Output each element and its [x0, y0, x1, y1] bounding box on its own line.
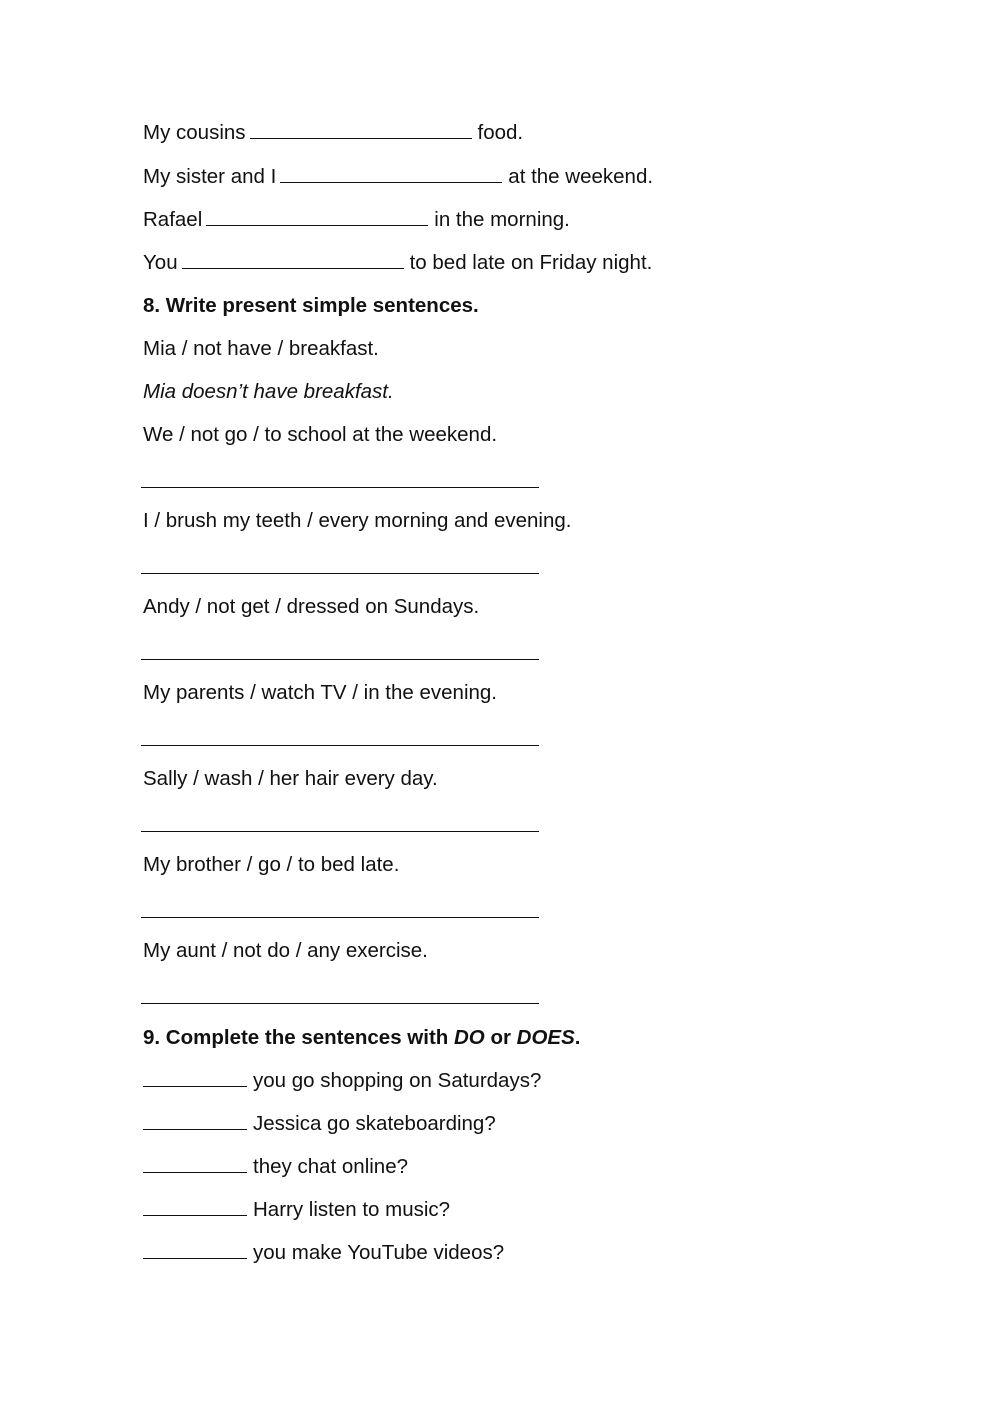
ex7-item-4 — [143, 251, 652, 275]
ex8-prompt-1: We / not go / to school at the weekend. — [143, 423, 498, 446]
ex7-item-4-after: to bed late on Friday night. — [409, 251, 653, 274]
ex7-item-3-before: Rafael — [143, 208, 203, 231]
ex8-answer-line-1[interactable] — [141, 487, 539, 488]
ex8-prompt-5: Sally / wash / her hair every day. — [143, 767, 438, 790]
ex9-item-2-text: Jessica go skateboarding? — [253, 1112, 496, 1135]
ex9-heading-do: DO — [454, 1026, 485, 1049]
ex8-example-answer: Mia doesn’t have breakfast. — [143, 380, 394, 403]
answer-blank[interactable] — [143, 1155, 247, 1173]
ex9-item-2 — [143, 1112, 496, 1136]
ex7-item-3-after: in the morning. — [434, 208, 570, 231]
ex9-heading — [143, 1026, 580, 1050]
ex7-item-2 — [143, 165, 653, 189]
answer-blank[interactable] — [182, 251, 404, 269]
ex9-item-5-text: you make YouTube videos? — [253, 1241, 505, 1264]
answer-blank[interactable] — [250, 121, 472, 139]
ex7-item-1-before: My cousins — [143, 121, 246, 144]
ex9-heading-prefix: 9. Complete the sentences with — [143, 1026, 454, 1049]
ex7-item-3 — [143, 208, 570, 232]
ex9-heading-end: . — [574, 1026, 581, 1049]
ex9-heading-or: or — [484, 1026, 517, 1049]
ex8-prompt-7: My aunt / not do / any exercise. — [143, 939, 428, 962]
ex9-item-5 — [143, 1241, 504, 1265]
ex8-answer-line-7[interactable] — [141, 1003, 539, 1004]
ex9-item-4 — [143, 1198, 450, 1222]
ex9-item-3 — [143, 1155, 408, 1179]
ex8-heading: 8. Write present simple sentences. — [143, 294, 479, 317]
ex8-prompt-4: My parents / watch TV / in the evening. — [143, 681, 497, 704]
ex9-item-3-text: they chat online? — [253, 1155, 409, 1178]
ex8-prompt-6: My brother / go / to bed late. — [143, 853, 400, 876]
ex8-prompt-2: I / brush my teeth / every morning and evening. — [143, 509, 572, 532]
ex7-item-1-after: food. — [477, 121, 524, 144]
ex7-item-2-before: My sister and I — [143, 165, 277, 188]
ex9-item-4-text: Harry listen to music? — [253, 1198, 451, 1221]
answer-blank[interactable] — [143, 1069, 247, 1087]
ex8-answer-line-5[interactable] — [141, 831, 539, 832]
ex8-answer-line-3[interactable] — [141, 659, 539, 660]
answer-blank[interactable] — [143, 1241, 247, 1259]
answer-blank[interactable] — [280, 165, 502, 183]
ex8-answer-line-6[interactable] — [141, 917, 539, 918]
ex8-example-prompt: Mia / not have / breakfast. — [143, 337, 379, 360]
ex7-item-2-after: at the weekend. — [508, 165, 654, 188]
ex9-item-1 — [143, 1069, 541, 1093]
ex7-item-4-before: You — [143, 251, 178, 274]
ex7-item-1 — [143, 121, 523, 145]
answer-blank[interactable] — [206, 208, 428, 226]
ex8-prompt-3: Andy / not get / dressed on Sundays. — [143, 595, 480, 618]
answer-blank[interactable] — [143, 1112, 247, 1130]
ex9-item-1-text: you go shopping on Saturdays? — [253, 1069, 542, 1092]
ex8-answer-line-2[interactable] — [141, 573, 539, 574]
ex9-heading-does: DOES — [516, 1026, 575, 1049]
answer-blank[interactable] — [143, 1198, 247, 1216]
ex8-answer-line-4[interactable] — [141, 745, 539, 746]
